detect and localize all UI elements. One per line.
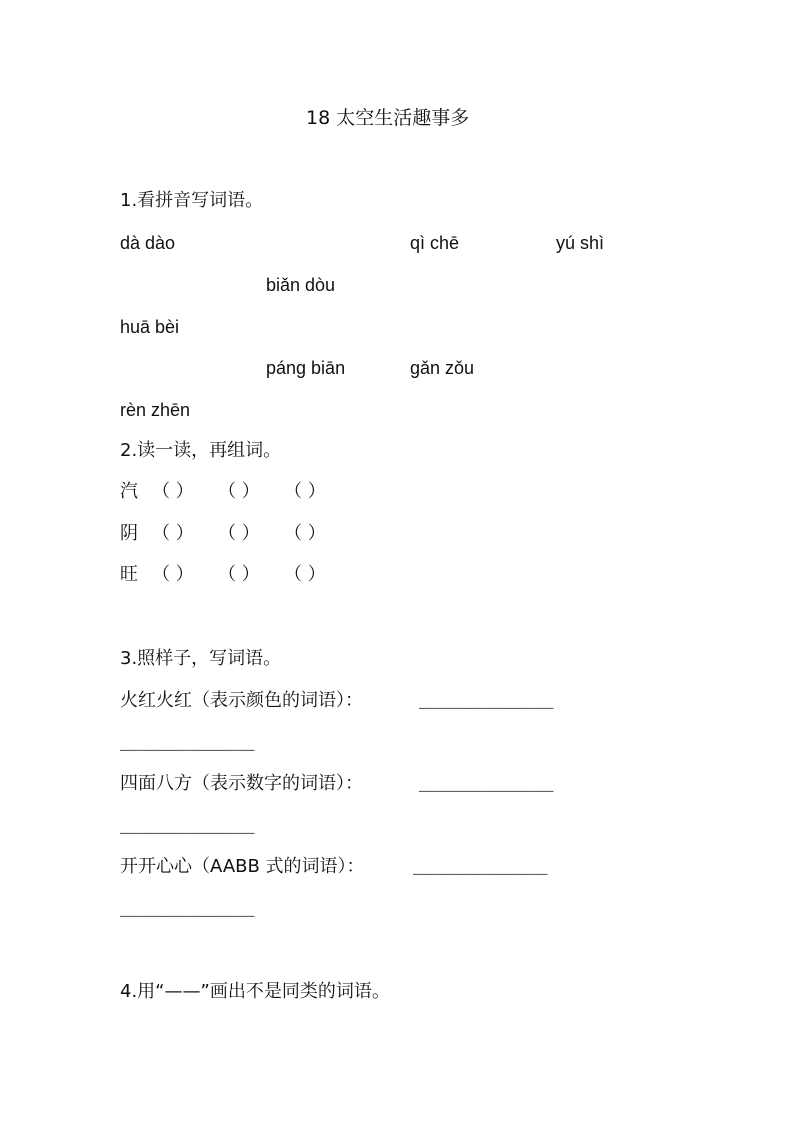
pinyin-item: biǎn dòu [266,275,336,295]
pinyin-item: yú shì [556,233,605,253]
section2-heading: 2.读一读，再组词。 [120,440,282,461]
pinyin-item: páng biān [266,358,346,378]
example-prompt: 火红火红（表示颜色的词语）： [120,690,363,711]
pinyin-item: gǎn zǒu [410,358,475,378]
word-blank: （ ） [218,564,260,585]
word-char: 汽 [120,481,138,502]
word-blank: （ ） [218,481,260,502]
example-prompt: 四面八方（表示数字的词语）： [120,773,363,794]
pinyin-item: dà dào [120,233,176,253]
word-blank: （ ） [284,564,326,585]
page-title: 18 太空生活趣事多 [306,107,470,129]
answer-line[interactable]: ______________ [120,819,255,837]
example-prompt: 开开心心（AABB 式的词语）： [120,856,365,877]
word-char: 阴 [120,523,138,544]
section1-heading: 1.看拼音写词语。 [120,190,264,211]
word-char: 旺 [120,564,138,585]
pinyin-item: qì chē [410,233,460,253]
section4-heading: 4.用“——”画出不是同类的词语。 [120,981,390,1002]
answer-line[interactable]: ______________ [413,860,548,878]
answer-line[interactable]: ______________ [419,694,554,712]
word-blank: （ ） [152,523,194,544]
word-blank: （ ） [152,564,194,585]
word-blank: （ ） [152,481,194,502]
answer-line[interactable]: ______________ [419,777,554,795]
word-blank: （ ） [284,523,326,544]
answer-line[interactable]: ______________ [120,902,255,920]
section3-heading: 3.照样子，写词语。 [120,648,282,669]
pinyin-item: rèn zhēn [120,400,191,420]
word-blank: （ ） [218,523,260,544]
answer-line[interactable]: ______________ [120,736,255,754]
word-blank: （ ） [284,481,326,502]
pinyin-item: huā bèi [120,317,180,337]
